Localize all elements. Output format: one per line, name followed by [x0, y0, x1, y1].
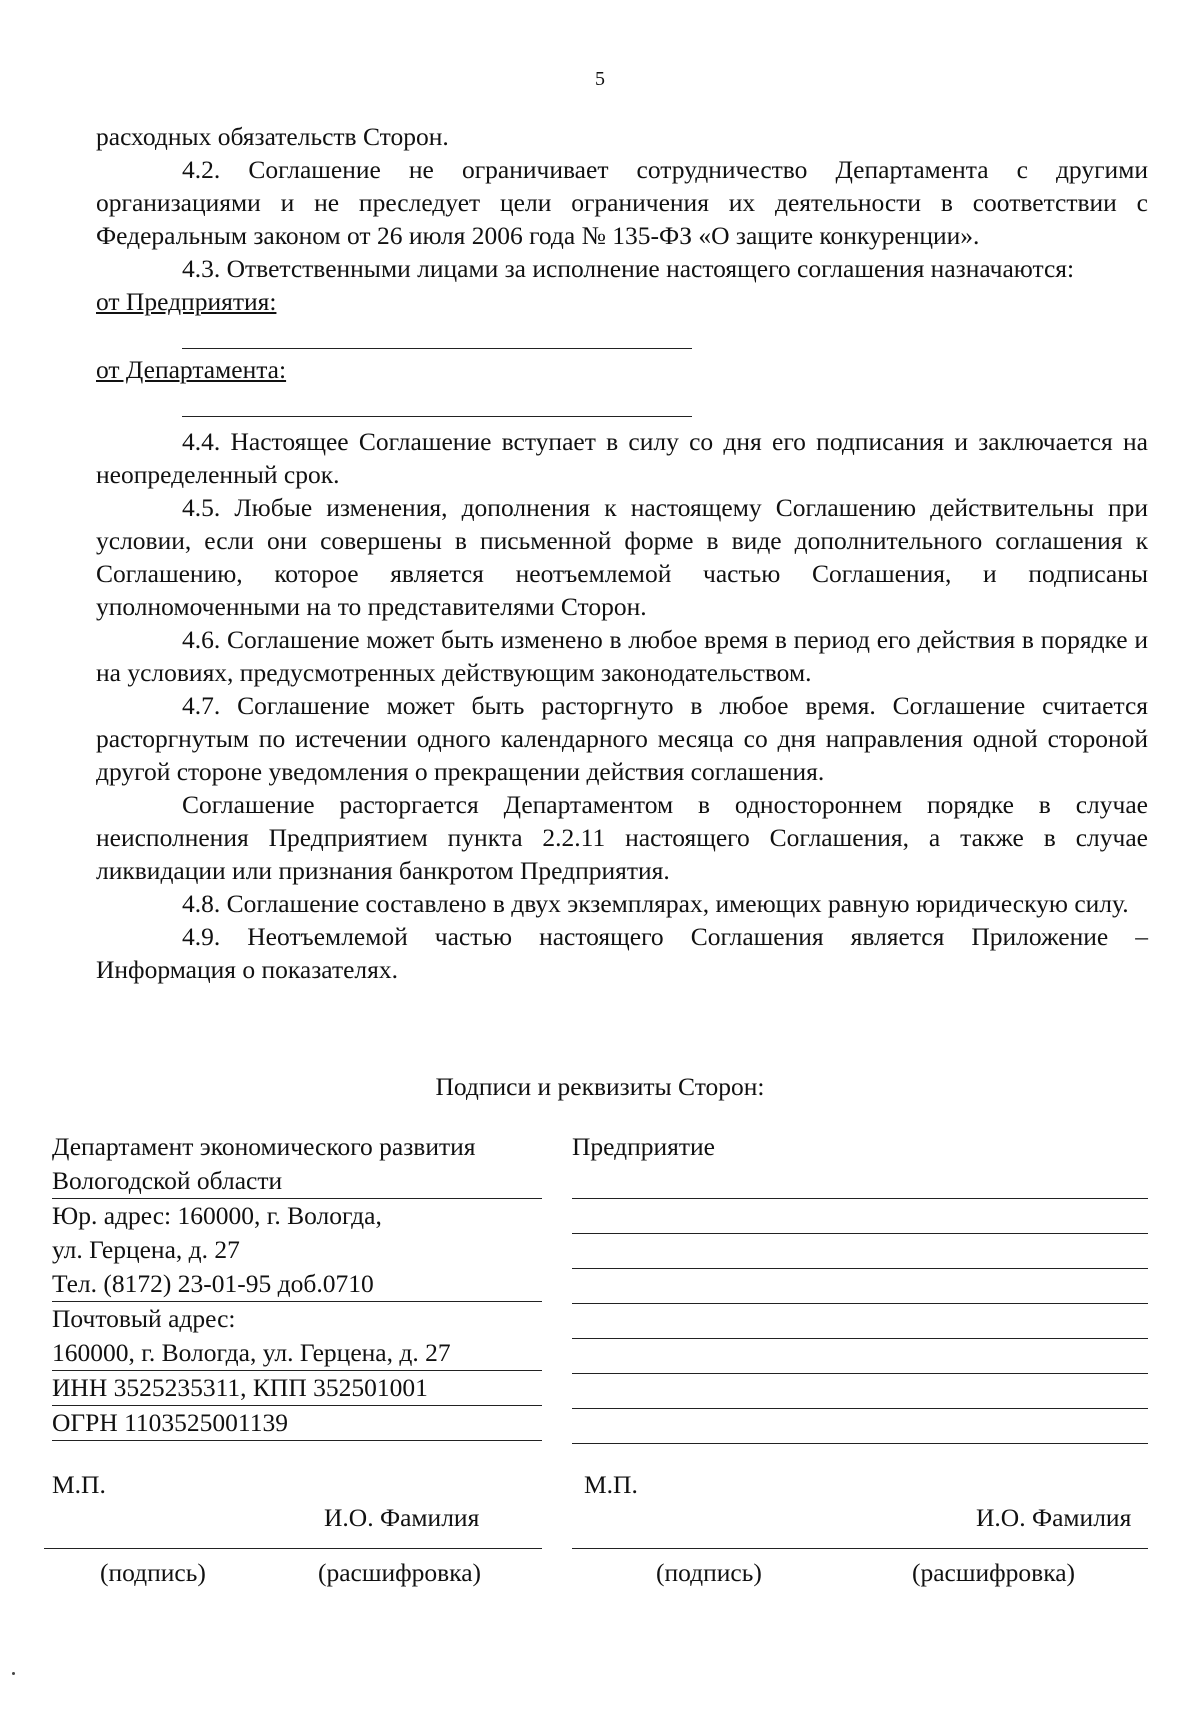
paragraph-continuation: расходных обязательств Сторон. — [96, 122, 449, 151]
signatures-heading: Подписи и реквизиты Сторон: — [435, 1072, 765, 1101]
department-signature-line — [44, 1548, 542, 1549]
ogrn-line: ОГРН 1103525001139 — [52, 1406, 542, 1441]
rep-enterprise-label: от Предприятия: — [96, 287, 277, 316]
department-signatory-name: И.О. Фамилия — [324, 1503, 480, 1532]
clause-4-2: 4.2. Соглашение не ограничивает сотрудничество Департамента с другими организациями и не преследует цели ограничения их деятельности в соответствии с Федеральным законом от 26 июля 2006 года № 135-ФЗ «О защите конкуренции». — [96, 155, 1148, 250]
enterprise-blank-2 — [572, 1199, 1148, 1234]
phone-line: Тел. (8172) 23-01-95 доб.0710 — [52, 1267, 542, 1302]
clause-4-9: 4.9. Неотъемлемой частью настоящего Соглашения является Приложение – Информация о показателях. — [96, 922, 1148, 984]
enterprise-blank-5 — [572, 1304, 1148, 1339]
department-signature-caption: (подпись) — [100, 1558, 206, 1587]
enterprise-blank-3 — [572, 1234, 1148, 1269]
enterprise-blank-6 — [572, 1339, 1148, 1374]
clause-4-4: 4.4. Настоящее Соглашение вступает в силу со дня его подписания и заключается на неопределенный срок. — [96, 427, 1148, 489]
legal-address-line-1: Юр. адрес: 160000, г. Вологда, — [52, 1201, 382, 1230]
postal-address-value: 160000, г. Вологда, ул. Герцена, д. 27 — [52, 1336, 542, 1371]
rep-department-label: от Департамента: — [96, 355, 287, 384]
page-number: 5 — [595, 68, 605, 90]
rep-enterprise-blank — [182, 324, 692, 349]
scan-speck — [12, 1672, 15, 1675]
clause-4-7-termination: Соглашение расторгается Департаментом в одностороннем порядке в случае неисполнения Предприятием пункта 2.2.11 настоящего Соглашения, а также в случае ликвидации или признания банкротом Предприятия. — [96, 790, 1148, 885]
clause-4-6: 4.6. Соглашение может быть изменено в любое время в период его действия в порядке и на условиях, предусмотренных действующим законодательством. — [96, 625, 1148, 687]
enterprise-details — [572, 1130, 1148, 1444]
department-stamp-label: М.П. — [52, 1470, 106, 1499]
legal-address-line-2: ул. Герцена, д. 27 — [52, 1235, 240, 1264]
department-name-line-2: Вологодской области — [52, 1164, 542, 1199]
agreement-body — [96, 120, 1148, 986]
department-name-line-1: Департамент экономического развития — [52, 1132, 476, 1161]
department-details — [52, 1130, 542, 1441]
enterprise-decode-caption: (расшифровка) — [912, 1558, 1076, 1587]
clause-4-8: 4.8. Соглашение составлено в двух экземплярах, имеющих равную юридическую силу. — [182, 889, 1129, 918]
clause-4-5: 4.5. Любые изменения, дополнения к настоящему Соглашению действительны при условии, если они совершены в письменной форме в виде дополнительного соглашения к Соглашению, которое является неотъемлемой частью Соглашения, и подписаны уполномоченными на то представителями Сторон. — [96, 493, 1148, 621]
enterprise-signature-caption: (подпись) — [656, 1558, 762, 1587]
enterprise-stamp-label: М.П. — [584, 1470, 638, 1499]
enterprise-signature-line — [572, 1548, 1148, 1549]
enterprise-title: Предприятие — [572, 1132, 716, 1161]
rep-department-blank — [182, 392, 692, 417]
postal-address-label: Почтовый адрес: — [52, 1304, 236, 1333]
enterprise-signatory-name: И.О. Фамилия — [976, 1503, 1132, 1532]
enterprise-blank-7 — [572, 1374, 1148, 1409]
department-decode-caption: (расшифровка) — [318, 1558, 482, 1587]
clause-4-3: 4.3. Ответственными лицами за исполнение настоящего соглашения назначаются: — [182, 254, 1075, 283]
inn-kpp-line: ИНН 3525235311, КПП 352501001 — [52, 1371, 542, 1406]
enterprise-blank-4 — [572, 1269, 1148, 1304]
clause-4-7: 4.7. Соглашение может быть расторгнуто в любое время. Соглашение считается расторгнутым по истечении одного календарного месяца со дня направления одной стороной другой стороне уведомления о прекращении действия соглашения. — [96, 691, 1148, 786]
enterprise-blank-1 — [572, 1164, 1148, 1199]
enterprise-blank-8 — [572, 1409, 1148, 1444]
